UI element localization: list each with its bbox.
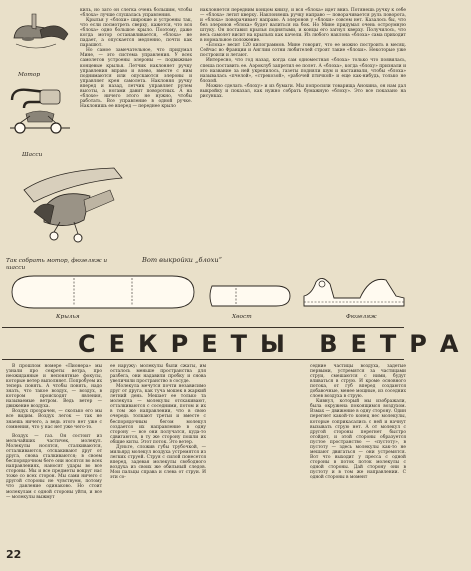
motor-figure <box>6 8 74 70</box>
paragraph: Воздух прозрачен, — сколько его мы все видим. Воздух легок — так не знаешь ничего, а ведь этого нет уже с сомнения, что у нас нет уже чего-то. <box>6 409 102 430</box>
caption-wings: Крылья <box>56 314 80 320</box>
paragraph: «Блоха» весит 120 килограммов. Мине говорит, что ее можно построить в месяц. Сейчас во Франции и Англии сотни любителей строят такие «блохи». Некоторые уже построили и летают. <box>200 43 406 59</box>
wing-pattern-figure <box>4 270 200 312</box>
paragraph: Но самое замечательное, что придумал Мине, — это система управления. У всех самолетов устроены элероны — подвижные концевые крылья. Летчик наклоняет ручку управления вправо и влево, вместе с ним поднимаются или опускаются элероны и управляет крен самолета. Наклоняя ручку вперед и назад, летчик управляет рулем высоты, а ногами давит поворотных. А на «блохе» ничего этого не нужно, чтобы работать. Все управление в одной ручке. Наклонишь ее вперед — переднее крыло <box>80 48 192 109</box>
caption-motor: Мотор <box>18 72 41 78</box>
caption-assembly: Так собрать мотор, фюзеляж и шасси <box>6 258 108 271</box>
assembled-plane-figure <box>14 160 132 252</box>
chassis-figure <box>6 84 74 148</box>
article-column-3 <box>310 364 406 564</box>
article-column-1-lower <box>6 434 102 546</box>
paragraph: наклоняется передним концом книзу, и вся «блоха» идет вниз. Потянешь ручку к себе — «блоха» летит кверху. Наклоняешь ручку направо — поворачивается руль поворота, и «блоха» поворачивает направо. А элеронов у «блохи» совсем нет. Казалось бы, что без элеронов «блоха» будет валиться на бок. Но Мине придумал очень остроумную штуку. Он поставил крылья поднятыми, и концы его загнул кверху. Получилось, что весь самолет висит на крыльях как качели. Из любого наклона «блоха» сама приходит в нормальное положение. <box>200 8 406 44</box>
page-number: 22 <box>6 548 22 561</box>
paragraph: Дуньте, сложив губы трубочкой, — мильярд молекул воздуха устремятся из легких струей. Струя с силой понесется вперед, задевая молекулы свободного воздуха из своих же обильный следов. Мои пальцы справа и слева от струи. И эти со- <box>110 444 206 481</box>
title-rule-top <box>2 327 404 328</box>
paragraph: Молекула мечутся почти независимо друг от друга, как туча мошек в жаркий летний день. Мешает ее только та молекула — молекулы отскакивают, отталкиваются с соседними, потом и их в том же направлении, что в свою очередь толкают третьи и вместе с беспорядочным бегом молекул создается их направление в одну сторону — все они получатся, куда-то сдвигаются, в ту же сторону пошли их общие киты. Этот поток. Это ветер. <box>110 384 206 445</box>
paragraph: Интересно, что год назад, когда сам одноместная «блоха» только что появилась, спеша поставить ее. Аэроклуб запретил ее полет. А «блоха», когда «блоху» признали и это название за ней укрепилось, газеты подняли шум и настаивали, чтобы «блоха» называлась «пчелой», «стрекозой», «рабочей птичкой» и еще как-нибудь, только не блохой. <box>200 58 406 84</box>
paragraph: Кивнул, который мы изображали, была окружена покоящимся воздухом. Взмах — движение в одну сторону. Один перегнет какой-то конец нес молекулы, которые соприкасались с ней и начнут вызывать струю нет. А от молекул с другой стороны перегнет быстро отойдет, и этой стороны образуется пустое пространство — «пустоту», в пустоту — здесь молекулы как-то не мешают двигаться — они устремятся. Вот что выходит у пресса с одной стороны в поток поток молекулы с одной стороны. Дай сторону они в пустоту и в том же направлении. С одной стороны в момент <box>310 399 406 481</box>
title-rule-bottom <box>2 359 404 360</box>
tail-pattern-figure <box>206 278 296 312</box>
paragraph: киль, но зато он слегка очень большим, чтобы «блоха» лучше слушалась управления. <box>80 8 192 19</box>
article-title: СЕКРЕТЫ ВЕТРА <box>78 330 471 358</box>
caption-fuselage: Фюзеляж <box>346 314 377 320</box>
article-column-2 <box>110 364 206 564</box>
paragraph: Крылья у «блохи» широкие и устроены так, что если посмотреть сверху, кажется, что вся «блоха» одно большое крыло. Поэтому, даже когда мотор останавливается, «блоха» не падает, а опускается медленно, почти как парашют. <box>80 18 192 49</box>
article-column-1 <box>6 364 102 432</box>
paragraph: Можно сделать «блоху» и из бумаги. Мы попросили товарища Анохина, он нам дал выкройку и показал, как нужно собрать бумажную «блоху». Это все показано на рисунках. <box>200 83 406 99</box>
paragraph: ее наружу: молекулы были сжаты, им осталось меньше пространства для разбега, они надавили пробку и снова увеличили пространство в сосуде. <box>110 364 206 385</box>
text-column-2 <box>200 8 406 250</box>
paragraph: Воздух — газ. Он состоит из мельчайших частичек, молекул. Молекулы носятся, сталкиваются, отталкиваются, отскакивают друг от друга, снова сталкиваются; в своем беспорядочном беге они носятся во всех направлениях, наносят удары во все стороны. Мы и все предметы вокруг нас тоже со всех сторон. Мы сами ничего с другой стороны не чувствуем, потому что давление одинаково. Но стоит молекулам с одной стороны уйти, и все — молекулы выжмут <box>6 434 102 500</box>
caption-patterns: Вот выкройки „блохи“ <box>142 256 222 264</box>
caption-chassis: Шасси <box>22 152 43 158</box>
paragraph: седние частицы воздуха, задетые первыми, устремятся за частицами струи, смешаются с ними, будут вливаться в струю. И кроме основного потока, от губ вперед создаются добавочные, менее мощные, из соседних слоев воздуха в струю. <box>310 364 406 400</box>
paragraph: В прошлом номере «Пионера» мы узнали про секреты ветра, про неожиданные и непонятные фокусы, которые ветер выполняет. Попробуем их теперь понять. А чтобы понять, надо знать, что такое воздух, — воздух, в котором происходят явления, называемые ветром. Ведь ветер — движение воздуха. <box>6 364 102 410</box>
caption-tail: Хвост <box>232 314 252 320</box>
fuselage-pattern-figure <box>300 262 410 314</box>
